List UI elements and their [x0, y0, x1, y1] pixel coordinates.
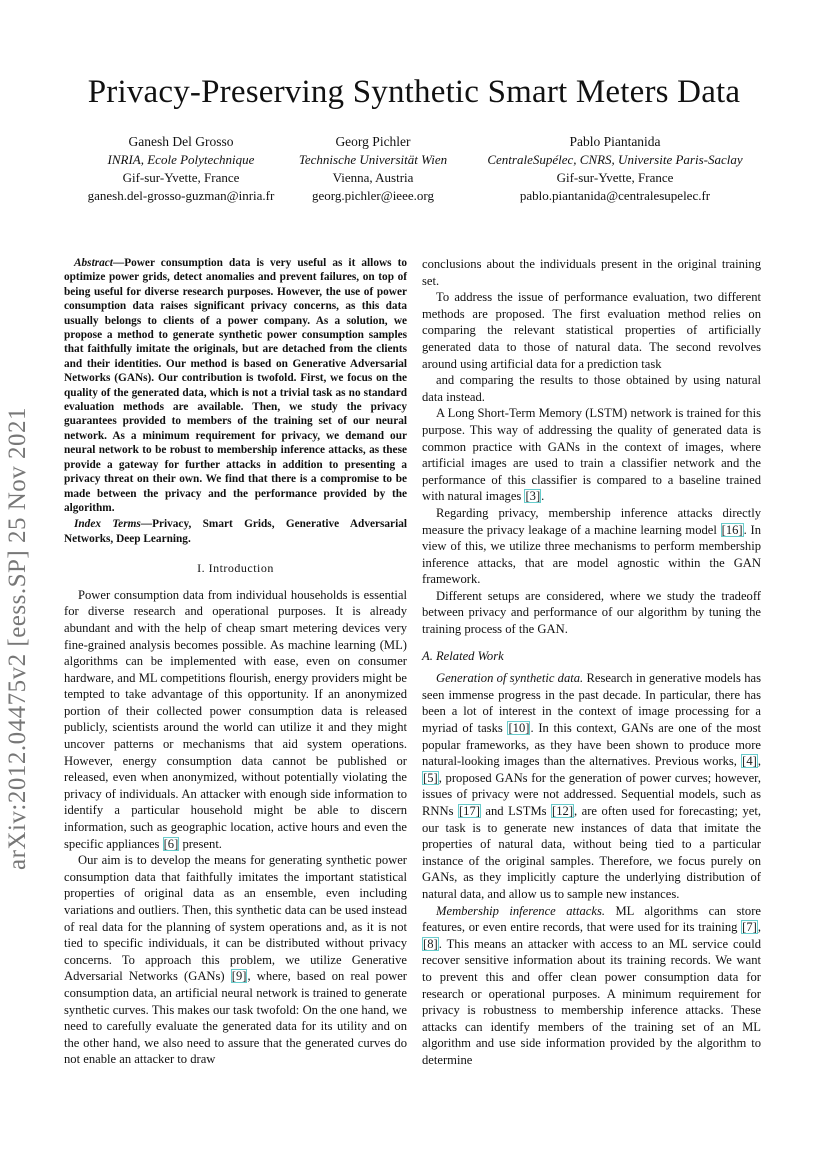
section-heading: I. Introduction: [197, 561, 274, 576]
text-run: .: [541, 489, 545, 504]
author-affiliation: Technische Universität Wien: [298, 152, 448, 167]
subsection-heading: A. Related Work: [422, 648, 504, 663]
citation-link[interactable]: [16]: [721, 522, 743, 537]
paragraph: [64, 852, 407, 1068]
text-run: ,: [757, 920, 761, 935]
citation-link[interactable]: [5]: [423, 770, 438, 785]
text-run: present.: [179, 836, 222, 851]
index-terms-label: Index Terms: [74, 518, 141, 531]
text-run: . In this context, GANs are one of the most popular frameworks, as they have been shown to produce more natural-looking images than the alternatives. Previous works,: [422, 721, 762, 769]
text-run: , where, based on real power consumption data, an artificial neural network is trained to generate synthetic curves. This makes our task twofold: On the one hand, we need to carefully evaluate the generated data for its utility and on the other hand, we also need to assure that the generated curves do not enable an attacker to draw: [64, 969, 407, 1067]
citation-link[interactable]: [17]: [458, 804, 480, 818]
abstract: [64, 256, 407, 515]
citation-link[interactable]: [9]: [231, 969, 247, 984]
author-email[interactable]: georg.pichler@ieee.org: [312, 188, 434, 203]
paragraph: and comparing the results to those obtained by using natural data instead.: [422, 373, 761, 404]
citation-link[interactable]: [3]: [525, 489, 541, 504]
text-run: and LSTMs: [480, 804, 552, 818]
paragraph: [422, 670, 761, 902]
author-email[interactable]: ganesh.del-grosso-guzman@inria.fr: [87, 188, 275, 203]
arxiv-identifier: arXiv:2012.04475v2 [eess.SP] 25 Nov 2021: [4, 406, 31, 870]
paragraph: [64, 587, 407, 853]
text-run: , proposed GANs for the generation of power curves; however, issues of privacy were not addressed. Sequential models, such as RNNs: [422, 770, 761, 818]
citation-link[interactable]: [12]: [552, 804, 574, 818]
text-run: Power consumption data from individual households is essential for diverse research and operational purposes. It is already abundant and with the help of cheap smart metering devices very fine-grained analysis becomes possible. As machine learning (ML) algorithms can be implemented with ease, even on consumer hardware, and ML competitions flourish, energy providers might be tempted to take advantage of this opportunity. If an anonymized portion of their collected power consumption data is released publicly, scientists around the world can utilize it and they might uncover patterns or mechanisms that aid system operations. However, energy consumption data cannot be published or released, even when anonymized, without potentially violating the privacy of individuals. An attacker with enough side information to identify a particular household might be able to discern information, such as geographic location, active hours and even the specific appliances: [64, 587, 407, 851]
abstract-text: —Power consumption data is very useful as it allows to optimize power grids, detect anomalies and prevent failures, on top of being useful for diverse research purposes. However, the use of power consumption data raises significant privacy concerns, as this data usually belongs to clients of a power company. As a solution, we propose a method to generate synthetic power consumption samples that faithfully imitate the originals, but are detached from the clients and their identities. Our method is based on Generative Adversarial Networks (GANs). Our contribution is twofold. First, we focus on the quality of the generated data, which is not a trivial task as no standard evaluation methods are available. Then, we study the privacy guarantees provided to members of the training set of our neural network. As a minimum requirement for privacy, we demand our neural network to be robust to membership inference attacks, as these provide a gateway for further attacks in addition to presenting a privacy threat on their own. We find that there is a compromise to be made between the privacy and the performance provided by the algorithm.: [64, 257, 407, 514]
right-column: [422, 256, 761, 1069]
text-run: Research in generative models has seen immense progress in the past decade. In particular, there has been a lot of interest in the context of image processing for a myriad of tasks: [422, 671, 761, 736]
author-location: Gif-sur-Yvette, France: [122, 170, 240, 185]
left-column: [64, 256, 407, 1068]
text-run: Our aim is to develop the means for generating synthetic power consumption data that faithfully imitates the important statistical properties of original data as an ensemble, even including variations and outliers. Then, this synthetic data can be used instead of real data for the planning of system operations and, as it is not tied to specific individuals, it can be distributed without privacy concerns. To approach this problem, we utilize Generative Adversarial Networks (GANs): [64, 853, 407, 984]
author-block-1: [66, 133, 296, 205]
paper-title: Privacy-Preserving Synthetic Smart Meters Data: [87, 74, 741, 110]
text-run: A Long Short-Term Memory (LSTM) network is trained for this purpose. This way of addressing the quality of generated data is common practice with GANs in the context of images, where artificial images are used to train a classifier network and the performance of this classifier is compared to a baseline trained with natural images: [422, 406, 761, 504]
text-run: Regarding privacy, membership inference attacks directly measure the privacy leakage of a machine learning model: [422, 505, 761, 537]
text-run: . This means an attacker with access to an ML service could recover sensitive information about its training records. We want to prevent this and offer clean power consumption data for research or operational purposes. A minimum requirement for privacy is robustness to membership inference attacks. These attacks can identify members of the training set of an ML algorithm and use side information provided by the algorithm to determine: [422, 936, 761, 1067]
author-location: Gif-sur-Yvette, France: [556, 170, 674, 185]
author-name: Pablo Piantanida: [569, 134, 661, 149]
paragraph: [422, 903, 761, 1069]
text-run: . In view of this, we utilize three mechanisms to perform membership inference attacks, that are model agnostic within the GAN framework.: [422, 522, 761, 587]
paragraph: conclusions about the individuals present in the original training set.: [422, 257, 761, 288]
index-terms-text: —Privacy, Smart Grids, Generative Adversarial Networks, Deep Learning.: [64, 518, 407, 545]
author-affiliation: INRIA, Ecole Polytechnique: [107, 152, 255, 167]
paragraph: Different setups are considered, where we study the tradeoff between privacy and performance of our algorithm by tuning the training process of the GAN.: [422, 588, 761, 637]
paragraph-lead: Membership inference attacks.: [436, 903, 606, 918]
paragraph: [422, 405, 761, 505]
author-email[interactable]: pablo.piantanida@centralesupelec.fr: [519, 188, 711, 203]
abstract-label: Abstract: [74, 257, 113, 269]
citation-link[interactable]: [6]: [163, 836, 179, 851]
author-location: Vienna, Austria: [332, 170, 414, 185]
text-run: ,: [757, 754, 761, 769]
text-run: , are often used for forecasting; yet, our task is to generate new instances of data that imitate the properties of natural data, without being tied to a particular instance of the original samples. Therefore, we focus purely on GANs, as they implicitly capture the underlying distribution of natural data, and allow us to sample new instances.: [422, 804, 761, 901]
citation-link[interactable]: [10]: [508, 721, 530, 736]
author-affiliation: CentraleSupélec, CNRS, Universite Paris-Saclay: [487, 152, 743, 167]
author-name: Ganesh Del Grosso: [128, 134, 234, 149]
text-run: ML algorithms can store features, or even entire records, that were used for its training: [422, 903, 761, 935]
paragraph-lead: Generation of synthetic data.: [436, 671, 584, 686]
author-name: Georg Pichler: [335, 134, 411, 149]
author-block-3: [460, 133, 770, 205]
citation-link[interactable]: [7]: [742, 920, 757, 935]
paragraph: To address the issue of performance evaluation, two different methods are proposed. The first evaluation method relies on comparing the relevant statistical properties of artificially generated data to those of natural data. The second revolves around using artificial data for a prediction task: [422, 290, 761, 371]
paragraph: [422, 505, 761, 588]
index-terms: [64, 517, 407, 546]
author-block-2: [288, 133, 458, 205]
citation-link[interactable]: [4]: [742, 754, 757, 769]
citation-link[interactable]: [8]: [423, 936, 438, 951]
